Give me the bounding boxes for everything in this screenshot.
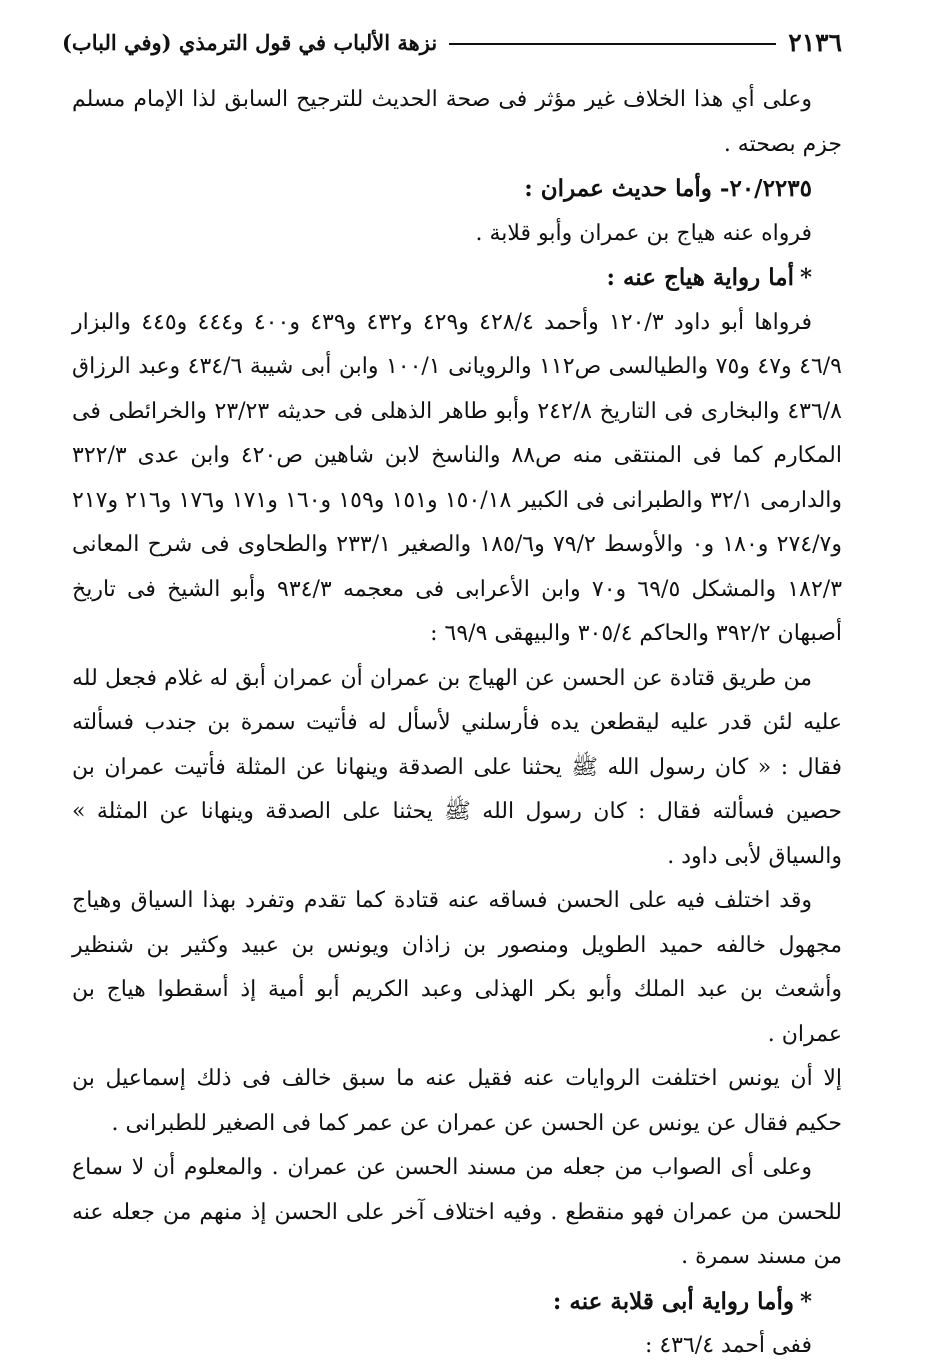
paragraph-1: وعلى أي هذا الخلاف غير مؤثر فى صحة الحديث للترجيح السابق لذا الإمام مسلم جزم بصحته . (72, 87, 842, 157)
paragraph-6: إلا أن يونس اختلفت الروايات عنه فقيل عنه ما سبق خالف فى ذلك إسماعيل بن حكيم فقال عن يونس عن الحسن عن عمران عن عمر كما فى الصغير للطبرانى . (72, 1066, 842, 1136)
page-header (62, 22, 842, 62)
subheading-hayyaj (72, 256, 842, 301)
page-number: ٢١٣٦ (788, 27, 842, 57)
section-heading-imran: ٢٠/٢٢٣٥- وأما حديث عمران : (524, 175, 812, 202)
paragraph-5: وقد اختلف فيه على الحسن فساقه عنه قتادة كما تقدم وتفرد بهذا السياق وهياج مجهول خالفه حميد الطويل ومنصور بن زاذان ويونس بن عبيد وكثير بن شنظير وأشعث بن عبد الملك وأبو بكر الهذلى وعبد الكريم أبو أمية إذ أسقطوا هياج بن عمران . (72, 888, 842, 1047)
paragraph-4-hadith-text: من طريق قتادة عن الحسن عن الهياج بن عمران أن عمران أبق له غلام فجعل لله عليه لئن قدر عليه ليقطعن يده فأرسلني لأسأل له فأتيت سمرة بن جندب فسألته فقال : « كان رسول الله ﷺ يحثنا على الصدقة وينهانا عن المثلة فأتيت عمران بن حصين فسألته فقال : كان رسول الله ﷺ يحثنا على الصدقة وينهانا عن المثلة » والسياق لأبى داود . (72, 665, 842, 869)
running-title: نزهة الألباب في قول الترمذي (وفي الباب) (62, 29, 438, 55)
paragraph-8: ففى أحمد ٤٣٦/٤ : (644, 1333, 812, 1358)
asterisk-marker: * (799, 264, 812, 291)
subheading-hayyaj-text: أما رواية هياج عنه : (606, 264, 794, 291)
asterisk-marker: * (799, 1287, 812, 1315)
paragraph-3-sources: فرواها أبو داود ١٢٠/٣ وأحمد ٤٢٨/٤ و٤٢٩ و٤٣٢ و٤٣٩ و٤٠٠ و٤٤٤ و٤٤٥ والبزار ٤٦/٩ و٤٧ و٧٥ والطيالسى ص١١٢ والرويانى ١٠٠/١ وابن أبى شيبة ٤٣٤/٦ وعبد الرزاق ٤٣٦/٨ والبخارى فى التاريخ ٢٤٢/٨ وأبو طاهر الذهلى فى حديثه ٢٣/٢٣ والخرائطى فى المكارم كما فى المنتقى منه ص٨٨ والناسخ لابن شاهين ص٤٢٠ وابن عدى ٣٢٢/٣ والدارمى ٣٢/١ والطبرانى فى الكبير ١٥٠/١٨ و١٥١ و١٥٩ و١٦٠ و١٧١ و١٧٦ و٢١٦ و٢١٧ و٢٧٤/٧ و١٨٠ و٠ والأوسط ٧٩/٢ و١٨٥/٦ والصغير ٢٣٣/١ والطحاوى فى شرح المعانى ١٨٢/٣ والمشكل ٦٩/٥ و٧٠ وابن الأعرابى فى معجمه ٩٣٤/٣ وأبو الشيخ فى تاريخ أصبهان ٣٩٢/٢ والحاكم ٣٠٥/٤ والبيهقى ٦٩/٩ : (72, 309, 843, 646)
paragraph-7: وعلى أى الصواب من جعله من مسند الحسن عن عمران . والمعلوم أن لا سماع للحسن من عمران فهو منقطع . وفيه اختلاف آخر على الحسن إذ منهم من جعله عنه من مسند سمرة . (72, 1155, 842, 1269)
subheading-abu-qilaba (72, 1280, 842, 1325)
page-body (72, 78, 842, 1369)
paragraph-2: فرواه عنه هياج بن عمران وأبو قلابة . (475, 220, 812, 246)
subheading-abu-qilaba-text: وأما رواية أبى قلابة عنه : (552, 1287, 794, 1315)
header-rule (449, 43, 776, 45)
